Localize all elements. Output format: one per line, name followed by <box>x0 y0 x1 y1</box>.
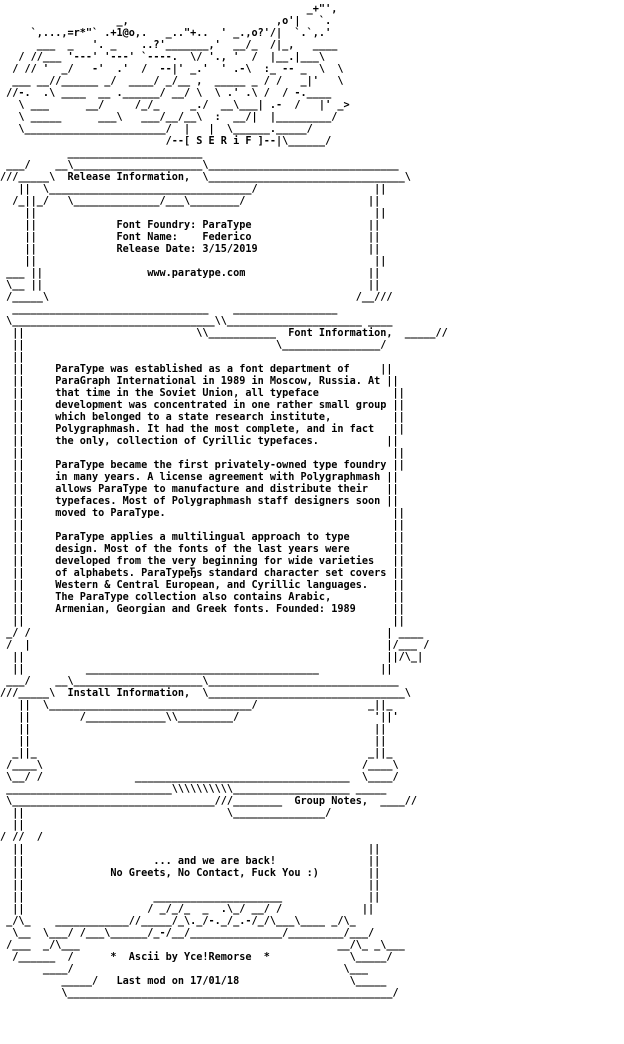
nfo-line: || || <box>0 724 387 735</box>
nfo-line: / // ' _/ -' .' / --|' _.' ' .-\ :_ -- _ \ \ <box>0 64 344 75</box>
nfo-line: || moved to ParaType. || <box>0 508 405 519</box>
nfo-line: || typefaces. Most of Polygraphmash staff designers soon || <box>0 496 399 507</box>
nfo-line: //-. .\ ____ __ .______/ __/ \ \ .' .\ / / -.____ <box>0 88 332 99</box>
nfo-line: / //___ '---' '---' `----. \/ '., ' / |__.|___\ <box>0 52 326 63</box>
nfo-line: || ... and we are back! || <box>0 856 381 867</box>
nfo-line: ______________________ <box>0 148 203 159</box>
nfo-line: ___/ __\_____________________\_______________________________ <box>0 160 399 171</box>
nfo-line: || || <box>0 256 387 267</box>
nfo-line: || development was concentrated in one rather small group || <box>0 400 405 411</box>
nfo-line: || || <box>0 520 405 531</box>
nfo-line: || No Greets, No Contact, Fuck You :) || <box>0 868 381 879</box>
nfo-line: || \________________/ <box>0 340 387 351</box>
nfo-line: || \_________________________________/ _||_ <box>0 700 393 711</box>
nfo-line: _____/ Last mod on 17/01/18 \_____ <box>0 976 387 987</box>
nfo-line: _/\_ ____________//_____/_\._/-._/_.-/_/\___\____ _/\_ <box>0 916 356 927</box>
nfo-line: _, ,o'| `. <box>0 16 332 27</box>
nfo-line: / | |/___ / <box>0 640 430 651</box>
nfo-line: \__ \___/ /___\______/_-/__/_______________/_________/___/ <box>0 928 375 939</box>
nfo-line: ___________________________\\\\\\\\\\___________________ _____ <box>0 784 387 795</box>
nfo-line: || Polygraphmash. It had the most complete, and in fact || <box>0 424 405 435</box>
nfo-line: \_________________________________///________ Group Notes, ____// <box>0 796 418 807</box>
nfo-line: || /_____________\\_________/ '||' <box>0 712 399 723</box>
nfo-line: / // / <box>0 832 43 843</box>
nfo-line: ///_____\ Install Information, \________________________________\ <box>0 688 411 699</box>
nfo-line: || || <box>0 448 405 459</box>
nfo-line: \ _____ ___\ ___/__/__\ : __/| |_________/ <box>0 112 338 123</box>
nfo-line: || <box>0 820 25 831</box>
nfo-line: ___ _ '. _ ..?'_______,' __/_ /|_, ____ <box>0 40 338 51</box>
nfo-line: ___ __//______ _/ ____/ _/__ , _____ _ / / _|' \ <box>0 76 344 87</box>
nfo-line: ///_____\ Release Information, \________________________________\ <box>0 172 411 183</box>
nfo-line: || \_______________/ <box>0 808 332 819</box>
nfo-line: || in many years. A license agreement with Polygraphmash || <box>0 472 399 483</box>
nfo-line: || Font Name: Federico || <box>0 232 381 243</box>
nfo-line: ___/ __\_____________________\_______________________________ <box>0 676 399 687</box>
nfo-line: || ParaType applies a multilingual approach to type || <box>0 532 405 543</box>
nfo-line: || Release Date: 3/15/2019 || <box>0 244 381 255</box>
ascii-nfo-document <box>0 4 448 1000</box>
nfo-line: || || <box>0 736 387 747</box>
nfo-line: || || <box>0 616 405 627</box>
nfo-line: \__ || || <box>0 280 381 291</box>
nfo-line: /____\ /____\ <box>0 760 399 771</box>
nfo-line: || _____________________ || <box>0 892 381 903</box>
nfo-line: /___ _/\___ __/\_ _\___ <box>0 940 405 951</box>
nfo-line: || that time in the Soviet Union, all typeface || <box>0 388 405 399</box>
nfo-line: || The ParaType collection also contains Arabic, || <box>0 592 405 603</box>
nfo-line: `,...,=r*"` .+1@o,. _.."+.. ' _.,o?'/| `.`,.' <box>0 28 332 39</box>
nfo-line: ____/ \___ <box>0 964 369 975</box>
nfo-line: _+"', <box>0 4 338 15</box>
nfo-line: ________________________________ _________________ <box>0 304 338 315</box>
nfo-line: \ ___ __/ /_/_ _./ __\___| .- / |' _> <box>0 100 350 111</box>
nfo-line: /--[ S E R i F ]--|\______/ <box>0 136 332 147</box>
nfo-line: /______ / * Ascii by Yce!Remorse * \_____/ <box>0 952 393 963</box>
nfo-line: /_||_/ \______________/___\________/ || <box>0 196 381 207</box>
nfo-line: || allows ParaType to manufacture and distribute their || <box>0 484 399 495</box>
nfo-line: || Armenian, Georgian and Greek fonts. Founded: 1989 || <box>0 604 405 615</box>
nfo-line: || ParaType was established as a font department of || <box>0 364 393 375</box>
nfo-line: || the only, collection of Cyrillic typefaces. || <box>0 436 399 447</box>
nfo-line: || || <box>0 208 387 219</box>
nfo-line: || ||/\_| <box>0 652 424 663</box>
nfo-line: || \_________________________________/ || <box>0 184 387 195</box>
nfo-line: || || <box>0 844 381 855</box>
nfo-line: || / _/_/_ _ .\_/ __/ / || <box>0 904 375 915</box>
nfo-line: \_______________________/ | | \______._____/ <box>0 124 313 135</box>
nfo-line: \_________________________________\\______________________ ____ <box>0 316 393 327</box>
nfo-line: ___ || www.paratype.com || <box>0 268 381 279</box>
nfo-line: /_____\ /__/// <box>0 292 393 303</box>
nfo-line: || ParaType became the first privately-owned type foundry || <box>0 460 405 471</box>
nfo-line: || developed from the very beginning for wide varieties || <box>0 556 405 567</box>
nfo-line: \_____________________________________________________/ <box>0 988 399 999</box>
nfo-line: || \\___________ Font Information, _____// <box>0 328 448 339</box>
nfo-line: || which belonged to a state research institute, || <box>0 412 405 423</box>
nfo-line: || Font Foundry: ParaType || <box>0 220 381 231</box>
nfo-line: \__/ / ___________________________________ \____/ <box>0 772 399 783</box>
nfo-line: || ParaGraph International in 1989 in Moscow, Russia. At || <box>0 376 399 387</box>
nfo-line: || of alphabets. ParaTypeЂs standard character set covers || <box>0 568 405 579</box>
nfo-line: || Western & Central European, and Cyrillic languages. || <box>0 580 405 591</box>
nfo-line: || design. Most of the fonts of the last years were || <box>0 544 405 555</box>
nfo-line: _||_ _||_ <box>0 748 393 759</box>
nfo-line: || <box>0 352 25 363</box>
nfo-line: _/ / | ____ <box>0 628 424 639</box>
nfo-line: || ______________________________________ || <box>0 664 393 675</box>
nfo-line: || || <box>0 880 381 891</box>
